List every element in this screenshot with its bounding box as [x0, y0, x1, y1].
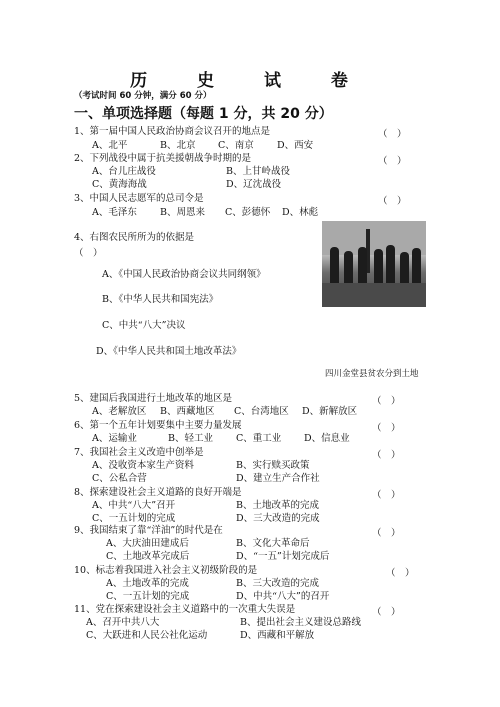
option-d: D、林彪: [282, 207, 319, 218]
section-heading: 一、单项选择题（每题 1 分，共 20 分）: [74, 106, 333, 122]
question-stem: 9、我国结束了靠“洋油”的时代是在: [74, 525, 223, 536]
option-c: C、彭德怀: [225, 207, 271, 218]
option-b: B、西藏地区: [160, 406, 215, 417]
answer-parentheses: （ ）: [372, 490, 401, 501]
question-stem: 5、建国后我国进行土地改革的地区是: [74, 393, 233, 404]
option-b: B、上甘岭战役: [226, 166, 290, 177]
answer-parentheses: （ ）: [372, 450, 401, 461]
answer-parentheses: （ ）: [378, 156, 407, 167]
option-b: B、《中华人民共和国宪法》: [102, 294, 219, 305]
option-c: C、重工业: [236, 433, 282, 444]
option-d: D、“一五”计划完成后: [236, 551, 330, 562]
option-a: A、大庆油田建成后: [106, 538, 189, 549]
option-d: D、三大改造的完成: [236, 513, 320, 524]
question-stem: 1、第一届中国人民政治协商会议召开的地点是: [74, 126, 271, 137]
answer-parentheses: （ ）: [372, 607, 401, 618]
option-d: D、信息业: [304, 433, 350, 444]
option-c: C、黄海海战: [92, 179, 147, 190]
option-a: A、台儿庄战役: [92, 166, 156, 177]
page-title: 历 史 试 卷: [130, 71, 370, 91]
answer-parentheses: （ ）: [372, 396, 401, 407]
question-stem: 10、标志着我国进入社会主义初级阶段的是: [74, 565, 258, 576]
question-stem: 6、第一个五年计划要集中主要力量发展: [74, 420, 242, 431]
option-c: C、大跃进和人民公社化运动: [86, 630, 208, 641]
answer-parentheses: （ ）: [386, 568, 415, 579]
option-a: A、毛泽东: [92, 207, 137, 218]
option-c: C、台湾地区: [234, 406, 289, 417]
answer-parentheses: （ ）: [378, 129, 407, 140]
question-stem: 3、中国人民志愿军的总司令是: [74, 193, 204, 204]
option-b: B、北京: [160, 140, 196, 151]
question-stem: 7、我国社会主义改造中创举是: [74, 447, 204, 458]
option-b: B、土地改革的完成: [236, 500, 319, 511]
option-c: C、一五计划的完成: [106, 591, 190, 602]
option-c: C、公私合营: [92, 473, 147, 484]
option-b: B、周恩来: [160, 207, 205, 218]
question-stem: 4、右图农民所所为的依据是: [74, 232, 195, 243]
option-a: A、北平: [92, 140, 128, 151]
option-b: B、三大改造的完成: [236, 578, 319, 589]
answer-parentheses: （ ）: [372, 528, 401, 539]
option-a: A、召开中共八大: [86, 617, 160, 628]
photo-caption: 四川金堂县贫农分到土地: [325, 369, 419, 379]
question-stem: 2、下列战役中属于抗美援朝战争时期的是: [74, 153, 252, 164]
answer-parentheses: （ ）: [372, 423, 401, 434]
question-stem: 11、党在探索建设社会主义道路中的一次重大失误是: [74, 604, 296, 615]
option-a: A、没收资本家生产资料: [92, 460, 194, 471]
farmers-photo: [322, 221, 426, 307]
option-d: D、建立生产合作社: [236, 473, 320, 484]
option-a: A、老解放区: [92, 406, 147, 417]
exam-info: （考试时间 60 分钟，满分 60 分）: [74, 91, 212, 101]
option-a: A、中共“八大”召开: [92, 500, 176, 511]
option-b: B、提出社会主义建设总路线: [240, 617, 361, 628]
answer-parentheses: （ ）: [74, 248, 103, 259]
option-b: B、实行赎买政策: [236, 460, 310, 471]
option-c: C、一五计划的完成: [92, 513, 176, 524]
option-b: B、轻工业: [168, 433, 213, 444]
option-a: A、运输业: [92, 433, 137, 444]
option-d: D、西藏和平解放: [240, 630, 315, 641]
option-d: D、《中华人民共和国土地改革法》: [96, 346, 242, 357]
option-b: B、文化大革命后: [236, 538, 310, 549]
answer-parentheses: （ ）: [378, 196, 407, 207]
option-d: D、新解放区: [302, 406, 358, 417]
option-c: C、土地改革完成后: [106, 551, 190, 562]
option-d: D、中共“八大”的召开: [236, 591, 330, 602]
option-a: A、土地改革的完成: [106, 578, 189, 589]
option-d: D、西安: [277, 140, 314, 151]
option-d: D、辽沈战役: [226, 179, 282, 190]
option-a: A、《中国人民政治协商会议共同纲领》: [102, 269, 266, 280]
question-stem: 8、探索建设社会主义道路的良好开端是: [74, 487, 242, 498]
option-c: C、中共“八大”决议: [102, 320, 186, 331]
option-c: C、南京: [218, 140, 254, 151]
